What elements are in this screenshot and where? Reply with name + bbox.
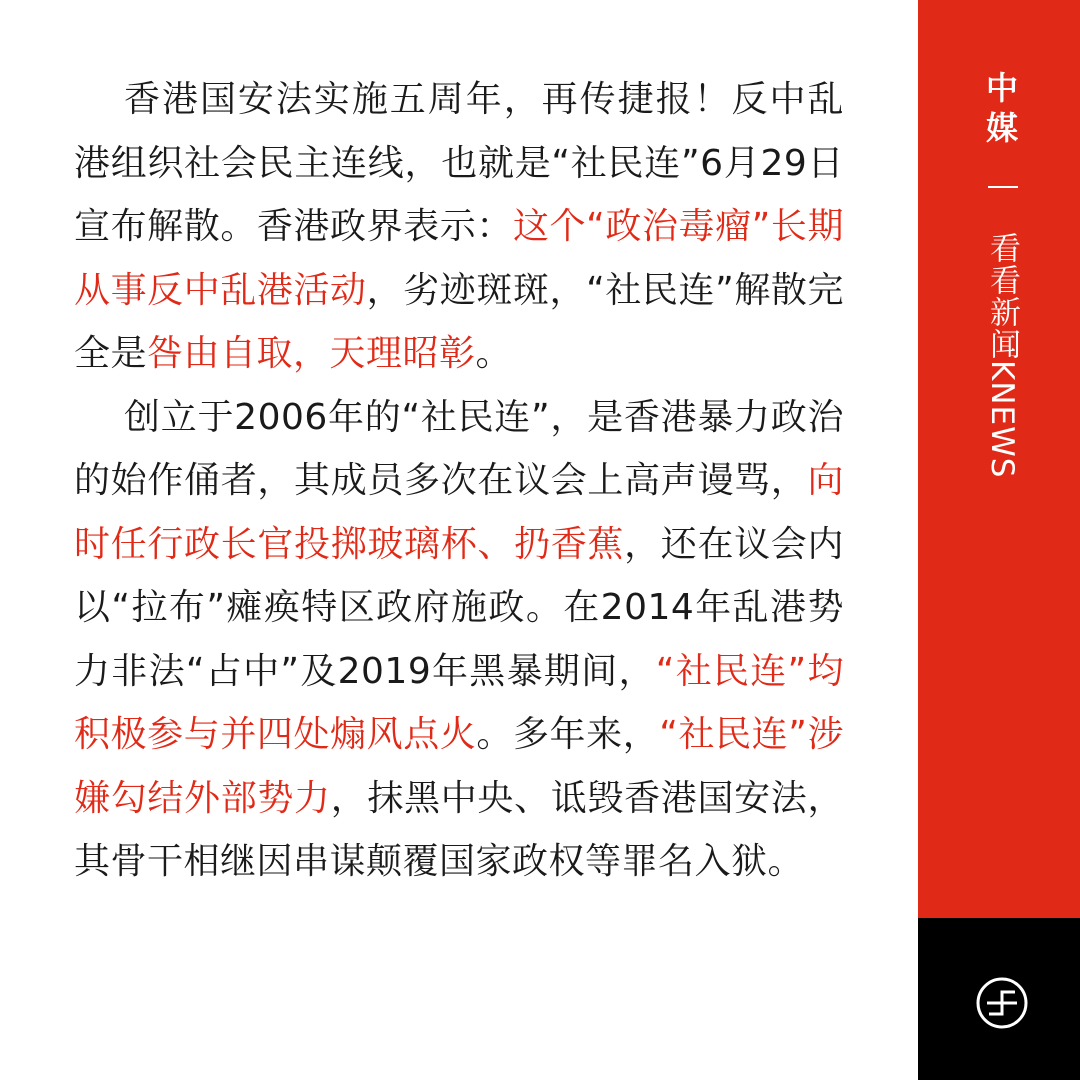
brand-divider <box>988 186 1018 188</box>
article-paragraph <box>74 386 844 894</box>
highlighted-text: “社民连”均积极参与并四处煽风点火 <box>74 650 844 755</box>
body-text: 创立于2006年的“社民连”，是香港暴力政治的始作俑者，其成员多次在议会上高声谩骂， <box>74 396 844 501</box>
body-text: ，劣迹斑斑，“社民连”解散完全是 <box>74 269 844 374</box>
article-paragraph <box>74 68 844 386</box>
brand-name <box>982 68 1022 148</box>
knews-logo-icon <box>975 976 1029 1030</box>
body-text: 。 <box>475 333 513 374</box>
article-body <box>74 68 844 894</box>
highlighted-text: 这个“政治毒瘤”长期从事反中乱港活动 <box>74 206 844 311</box>
highlighted-text: 向时任行政长官投掷玻璃杯、扔香蕉 <box>74 460 844 565</box>
brand-sidebar <box>918 0 1080 1080</box>
brand-char-1: 中 <box>985 69 1018 107</box>
body-text: ，还在议会内以“拉布”瘫痪特区政府施政。在2014年乱港势力非法“占中”及2019年黑暴期间， <box>74 523 844 692</box>
highlighted-text: “社民连”涉嫌勾结外部势力 <box>74 714 844 819</box>
highlighted-text: 咎由自取，天理昭彰 <box>147 333 476 374</box>
body-text: 香港国安法实施五周年，再传捷报！反中乱港组织社会民主连线，也就是“社民连”6月29日宣布解散。香港政界表示： <box>74 79 844 247</box>
body-text: 。多年来， <box>476 714 660 755</box>
brand-char-2: 媒 <box>985 109 1018 147</box>
body-text: ，抹黑中央、诋毁香港国安法，其骨干相继因串谋颠覆国家政权等罪名入狱。 <box>74 777 844 882</box>
channel-label: 看看新闻KNEWS <box>984 232 1020 479</box>
